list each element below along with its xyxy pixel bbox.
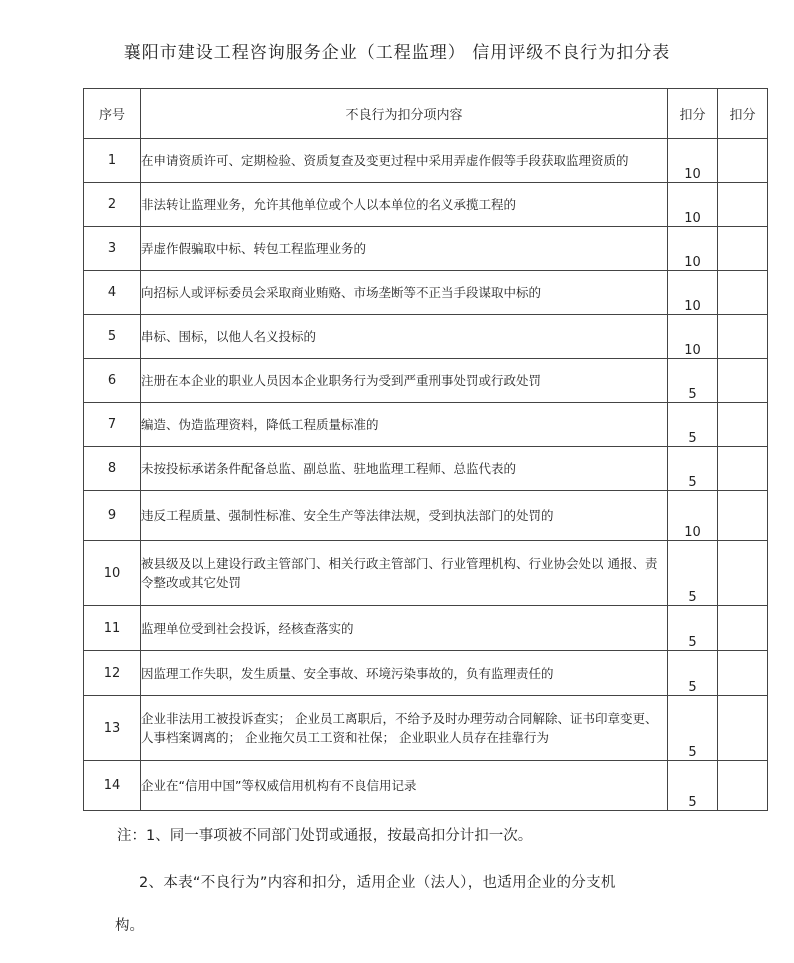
- table-row: [84, 761, 768, 811]
- note-2: 2、本表“不良行为”内容和扣分，适用企业（法人），也适用企业的分支机: [139, 875, 616, 891]
- row-points: 10: [668, 491, 718, 541]
- row-deduct-cell[interactable]: [718, 183, 768, 227]
- row-no: 13: [84, 696, 141, 761]
- row-points: 10: [668, 183, 718, 227]
- row-item: 注册在本企业的职业人员因本企业职务行为受到严重刑事处罚或行政处罚: [141, 359, 668, 403]
- row-deduct-cell[interactable]: [718, 271, 768, 315]
- row-deduct-cell[interactable]: [718, 491, 768, 541]
- row-deduct-cell[interactable]: [718, 139, 768, 183]
- row-item: 编造、伪造监理资料，降低工程质量标准的: [141, 403, 668, 447]
- row-no: 14: [84, 761, 141, 811]
- row-no: 3: [84, 227, 141, 271]
- table-row: [84, 359, 768, 403]
- row-no: 5: [84, 315, 141, 359]
- row-points: 10: [668, 315, 718, 359]
- table-row: [84, 271, 768, 315]
- row-points: 5: [668, 447, 718, 491]
- row-deduct-cell[interactable]: [718, 606, 768, 651]
- row-no: 6: [84, 359, 141, 403]
- row-item: 监理单位受到社会投诉，经核查落实的: [141, 606, 668, 651]
- table-row: [84, 447, 768, 491]
- row-points: 10: [668, 271, 718, 315]
- row-no: 4: [84, 271, 141, 315]
- row-deduct-cell[interactable]: [718, 696, 768, 761]
- row-no: 2: [84, 183, 141, 227]
- table-row: [84, 403, 768, 447]
- header-points: 扣分: [668, 89, 718, 139]
- row-item: 在申请资质许可、定期检验、资质复查及变更过程中采用弄虚作假等手段获取监理资质的: [141, 139, 668, 183]
- row-no: 11: [84, 606, 141, 651]
- row-no: 10: [84, 541, 141, 606]
- row-no: 9: [84, 491, 141, 541]
- deduction-table: [83, 88, 768, 811]
- row-points: 5: [668, 761, 718, 811]
- row-no: 12: [84, 651, 141, 696]
- row-points: 10: [668, 139, 718, 183]
- row-no: 7: [84, 403, 141, 447]
- row-item: 弄虚作假骗取中标、转包工程监理业务的: [141, 227, 668, 271]
- row-item: 企业非法用工被投诉查实； 企业员工离职后，不给予及时办理劳动合同解除、证书印章变更、人事档案调离的； 企业拖欠员工工资和社保； 企业职业人员存在挂靠行为: [141, 696, 668, 761]
- row-deduct-cell[interactable]: [718, 541, 768, 606]
- row-deduct-cell[interactable]: [718, 447, 768, 491]
- row-points: 10: [668, 227, 718, 271]
- row-deduct-cell[interactable]: [718, 315, 768, 359]
- row-item: 非法转让监理业务，允许其他单位或个人以本单位的名义承揽工程的: [141, 183, 668, 227]
- table-row: [84, 651, 768, 696]
- row-item: 被县级及以上建设行政主管部门、相关行政主管部门、行业管理机构、行业协会处以 通报、责令整改或其它处罚: [141, 541, 668, 606]
- table-row: [84, 139, 768, 183]
- row-points: 5: [668, 359, 718, 403]
- row-item: 因监理工作失职，发生质量、安全事故、环境污染事故的，负有监理责任的: [141, 651, 668, 696]
- row-deduct-cell[interactable]: [718, 651, 768, 696]
- header-deduct: 扣分: [718, 89, 768, 139]
- table-row: [84, 606, 768, 651]
- row-points: 5: [668, 606, 718, 651]
- table-header-row: [84, 89, 768, 139]
- table-row: [84, 183, 768, 227]
- row-points: 5: [668, 541, 718, 606]
- row-deduct-cell[interactable]: [718, 761, 768, 811]
- header-item: 不良行为扣分项内容: [141, 89, 668, 139]
- page-title: 襄阳市建设工程咨询服务企业（工程监理） 信用评级不良行为扣分表: [123, 43, 671, 63]
- row-item: 向招标人或评标委员会采取商业贿赂、市场垄断等不正当手段谋取中标的: [141, 271, 668, 315]
- row-points: 5: [668, 651, 718, 696]
- row-deduct-cell[interactable]: [718, 403, 768, 447]
- table-row: [84, 491, 768, 541]
- row-item: 企业在“信用中国”等权威信用机构有不良信用记录: [141, 761, 668, 811]
- table-row: [84, 541, 768, 606]
- row-item: 违反工程质量、强制性标准、安全生产等法律法规，受到执法部门的处罚的: [141, 491, 668, 541]
- row-points: 5: [668, 403, 718, 447]
- note-3: 构。: [115, 918, 144, 934]
- row-no: 8: [84, 447, 141, 491]
- table-row: [84, 315, 768, 359]
- header-no: 序号: [84, 89, 141, 139]
- row-deduct-cell[interactable]: [718, 359, 768, 403]
- row-points: 5: [668, 696, 718, 761]
- note-1: 注：1、同一事项被不同部门处罚或通报，按最高扣分计扣一次。: [117, 828, 533, 844]
- row-item: 未按投标承诺条件配备总监、副总监、驻地监理工程师、总监代表的: [141, 447, 668, 491]
- table-row: [84, 696, 768, 761]
- table-row: [84, 227, 768, 271]
- row-item: 串标、围标，以他人名义投标的: [141, 315, 668, 359]
- row-no: 1: [84, 139, 141, 183]
- row-deduct-cell[interactable]: [718, 227, 768, 271]
